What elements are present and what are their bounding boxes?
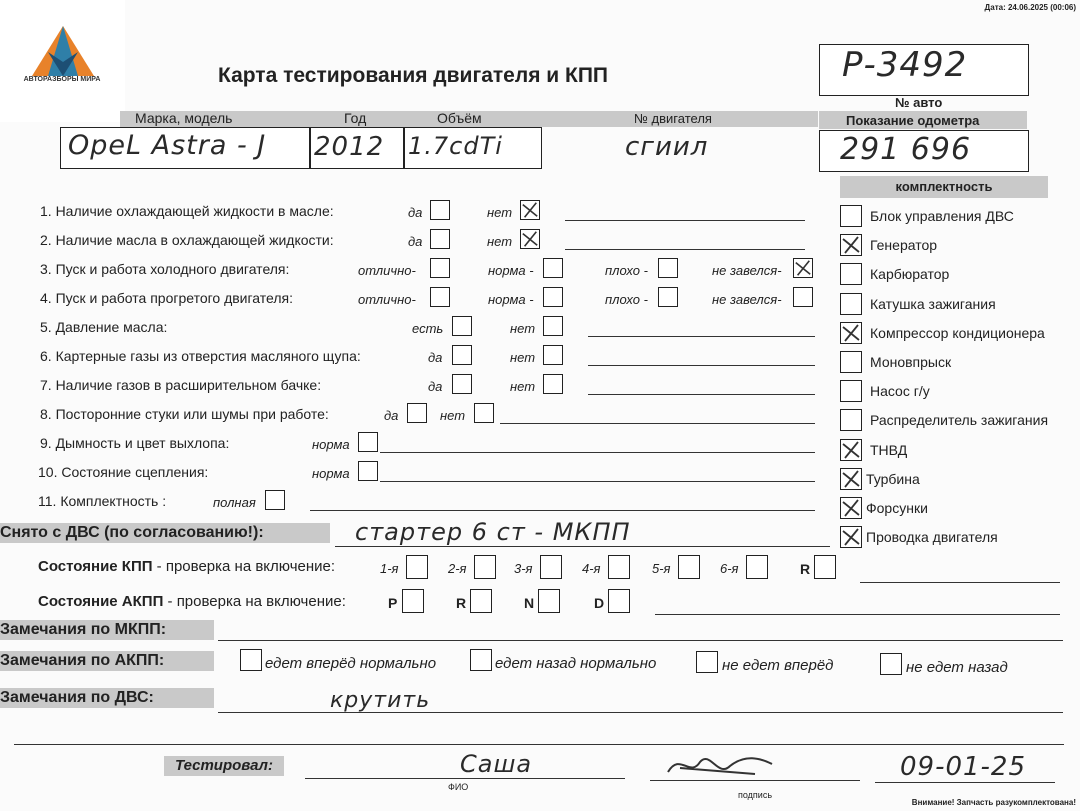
question-4-o4-label: не завелся- xyxy=(712,292,782,307)
question-9-line xyxy=(380,452,815,453)
completeness-item-7: Насос г/у xyxy=(870,383,930,400)
removed-line xyxy=(335,546,830,547)
akpp-no-backward-label: не едет назад xyxy=(906,659,1008,676)
completeness-checkbox-8[interactable] xyxy=(840,409,862,431)
kpp-gear-label-2: 2-я xyxy=(448,561,467,576)
engine-label: № двигателя xyxy=(634,111,712,126)
akpp-no-forward-label: не едет вперёд xyxy=(722,657,834,674)
question-5-o1-checkbox[interactable] xyxy=(452,316,472,336)
question-3-o3-checkbox[interactable] xyxy=(658,258,678,278)
completeness-checkbox-10[interactable] xyxy=(840,468,862,490)
remarks-mkpp-label: Замечания по МКПП: xyxy=(0,620,214,640)
removed-label: Снято с ДВС (по согласованию!): xyxy=(0,523,330,543)
signature-line xyxy=(650,780,860,781)
question-2-line xyxy=(565,249,805,250)
question-2-o1-checkbox[interactable] xyxy=(430,229,450,249)
question-11-o1-label: полная xyxy=(213,495,256,510)
removed-value: стартер 6 ст - МКПП xyxy=(355,518,631,546)
question-7-o1-checkbox[interactable] xyxy=(452,374,472,394)
question-2-o2-checkbox[interactable] xyxy=(520,229,540,249)
question-3-o4-label: не завелся- xyxy=(712,263,782,278)
akpp-gear-label-2: R xyxy=(456,595,467,611)
question-11: 11. Комплектность : xyxy=(38,493,167,509)
fio-caption: ФИО xyxy=(448,782,469,792)
akpp-label: Состояние АКПП - проверка на включение: xyxy=(38,593,346,610)
question-4-o4-checkbox[interactable] xyxy=(793,287,813,307)
akpp-forward-ok-checkbox[interactable] xyxy=(240,649,262,671)
question-4: 4. Пуск и работа прогретого двигателя: xyxy=(40,290,293,306)
question-3-o4-checkbox[interactable] xyxy=(793,258,813,278)
question-5-line xyxy=(588,336,815,337)
completeness-item-12: Проводка двигателя xyxy=(866,529,998,546)
question-8-o2-label: нет xyxy=(440,408,466,423)
kpp-gear-label-5: 5-я xyxy=(652,561,671,576)
make-value: OpeL Astra - J xyxy=(68,130,267,161)
completeness-checkbox-2[interactable] xyxy=(840,234,862,256)
completeness-checkbox-9[interactable] xyxy=(840,439,862,461)
question-6-o2-checkbox[interactable] xyxy=(543,345,563,365)
akpp-no-forward-checkbox[interactable] xyxy=(696,651,718,673)
akpp-gear-checkbox-2[interactable] xyxy=(470,589,492,613)
akpp-backward-ok-label: едет назад нормально xyxy=(495,655,657,672)
volume-value: 1.7cdTi xyxy=(408,132,503,160)
question-7-o1-label: да xyxy=(428,379,443,394)
make-label: Марка, модель xyxy=(135,110,233,126)
question-4-o2-checkbox[interactable] xyxy=(543,287,563,307)
kpp-line xyxy=(860,582,1060,583)
question-8: 8. Посторонние стуки или шумы при работе: xyxy=(40,406,329,422)
question-2: 2. Наличие масла в охлаждающей жидкости: xyxy=(40,232,334,248)
question-10-line xyxy=(380,481,815,482)
akpp-gear-checkbox-3[interactable] xyxy=(538,589,560,613)
question-2-o1-label: да xyxy=(408,234,423,249)
akpp-backward-ok-checkbox[interactable] xyxy=(470,649,492,671)
question-6-o1-checkbox[interactable] xyxy=(452,345,472,365)
engine-value: сгиил xyxy=(625,132,709,162)
auto-number-box xyxy=(819,44,1029,96)
odometer-label: Показание одометра xyxy=(846,113,980,128)
kpp-gear-checkbox-5[interactable] xyxy=(678,555,700,579)
question-4-o1-label: отлично- xyxy=(358,292,416,307)
fio-line xyxy=(305,778,625,779)
tested-name: Саша xyxy=(460,750,533,778)
question-6-line xyxy=(588,365,815,366)
question-8-line xyxy=(500,423,815,424)
logo xyxy=(0,0,125,122)
question-7-o2-checkbox[interactable] xyxy=(543,374,563,394)
akpp-gear-checkbox-4[interactable] xyxy=(608,589,630,613)
question-6-o2-label: нет xyxy=(510,350,536,365)
question-10: 10. Состояние сцепления: xyxy=(38,464,209,480)
question-7-line xyxy=(588,394,815,395)
question-6-o1-label: да xyxy=(428,350,443,365)
logo-text: АВТОРАЗБОРЫ МИРА xyxy=(23,76,101,83)
question-8-o1-label: да xyxy=(384,408,399,423)
date-stamp: Дата: 24.06.2025 (00:06) xyxy=(984,3,1076,12)
question-3-o1-label: отлично- xyxy=(358,263,416,278)
question-4-o1-checkbox[interactable] xyxy=(430,287,450,307)
tested-date: 09-01-25 xyxy=(900,752,1027,782)
kpp-gear-checkbox-1[interactable] xyxy=(406,555,428,579)
auto-number-label: № авто xyxy=(895,95,943,110)
remarks-akpp-label: Замечания по АКПП: xyxy=(0,651,214,671)
question-5-o2-checkbox[interactable] xyxy=(543,316,563,336)
completeness-item-4: Катушка зажигания xyxy=(870,295,996,312)
kpp-gear-label-6: 6-я xyxy=(720,561,739,576)
akpp-line xyxy=(655,614,1060,615)
completeness-checkbox-12[interactable] xyxy=(840,526,862,548)
completeness-item-8: Распределитель зажигания xyxy=(870,412,1049,429)
question-9-o1-checkbox[interactable] xyxy=(358,432,378,452)
question-1-o2-label: нет xyxy=(487,205,513,220)
akpp-gear-label-4: D xyxy=(594,595,605,611)
completeness-checkbox-6[interactable] xyxy=(840,351,862,373)
kpp-gear-label-1: 1-я xyxy=(380,561,399,576)
akpp-gear-label-3: N xyxy=(524,595,535,611)
completeness-checkbox-3[interactable] xyxy=(840,263,862,285)
signature-caption: подпись xyxy=(738,790,773,800)
completeness-item-9: ТНВД xyxy=(870,441,908,458)
question-8-o1-checkbox[interactable] xyxy=(407,403,427,423)
remarks-dvs-value: крутить xyxy=(330,688,431,713)
question-2-o2-label: нет xyxy=(487,234,513,249)
question-1-o1-checkbox[interactable] xyxy=(430,200,450,220)
completeness-item-1: Блок управления ДВС xyxy=(870,208,1014,224)
remarks-mkpp-line xyxy=(218,640,1063,641)
question-4-o3-label: плохо - xyxy=(605,292,648,307)
akpp-gear-checkbox-1[interactable] xyxy=(402,589,424,613)
question-3-o2-label: норма - xyxy=(488,263,534,278)
completeness-item-5: Компрессор кондиционера xyxy=(870,324,1045,341)
question-6: 6. Картерные газы из отверстия масляного щупа: xyxy=(40,348,361,364)
remarks-dvs-line-1 xyxy=(218,712,1063,713)
question-1-o1-label: да xyxy=(408,205,423,220)
completeness-checkbox-5[interactable] xyxy=(840,322,862,344)
year-value: 2012 xyxy=(314,132,385,162)
question-9: 9. Дымность и цвет выхлопа: xyxy=(40,435,230,451)
kpp-gear-label-3: 3-я xyxy=(514,561,533,576)
completeness-item-3: Карбюратор xyxy=(870,266,950,283)
logo-icon xyxy=(28,22,98,82)
question-1-line xyxy=(565,220,805,221)
question-11-o1-checkbox[interactable] xyxy=(265,490,285,510)
question-11-line xyxy=(310,510,815,511)
footer-note: Внимание! Запчасть разукомплектована! xyxy=(911,798,1076,807)
kpp-gear-checkbox-4[interactable] xyxy=(608,555,630,579)
completeness-item-6: Моновпрыск xyxy=(870,354,952,370)
question-3: 3. Пуск и работа холодного двигателя: xyxy=(40,261,290,277)
date-line xyxy=(875,782,1055,783)
kpp-gear-checkbox-7[interactable] xyxy=(814,555,836,579)
auto-number-value: Р-3492 xyxy=(842,45,968,85)
kpp-gear-checkbox-6[interactable] xyxy=(746,555,768,579)
page-title: Карта тестирования двигателя и КПП xyxy=(218,64,609,87)
kpp-gear-label-7: R xyxy=(800,561,811,577)
question-4-o2-label: норма - xyxy=(488,292,534,307)
signature xyxy=(660,748,780,784)
odometer-value: 291 696 xyxy=(840,132,972,167)
question-1-o2-checkbox[interactable] xyxy=(520,200,540,220)
completeness-item-11: Форсунки xyxy=(866,500,928,516)
question-5-o2-label: нет xyxy=(510,321,536,336)
question-3-o1-checkbox[interactable] xyxy=(430,258,450,278)
kpp-gear-checkbox-3[interactable] xyxy=(540,555,562,579)
question-7-o2-label: нет xyxy=(510,379,536,394)
completeness-checkbox-4[interactable] xyxy=(840,293,862,315)
kpp-label: Состояние КПП - проверка на включение: xyxy=(38,558,336,575)
question-10-o1-label: норма xyxy=(312,466,350,481)
year-label: Год xyxy=(344,110,367,126)
volume-label: Объём xyxy=(437,110,482,126)
akpp-gear-label-1: P xyxy=(388,595,398,611)
completeness-checkbox-7[interactable] xyxy=(840,380,862,402)
question-3-o3-label: плохо - xyxy=(605,263,648,278)
remarks-dvs-label: Замечания по ДВС: xyxy=(0,688,214,708)
tested-label: Тестировал: xyxy=(164,756,284,776)
completeness-checkbox-11[interactable] xyxy=(840,497,862,519)
kpp-gear-label-4: 4-я xyxy=(582,561,601,576)
question-5: 5. Давление масла: xyxy=(40,319,168,335)
question-9-o1-label: норма xyxy=(312,437,350,452)
remarks-dvs-line-2 xyxy=(14,744,1064,745)
question-10-o1-checkbox[interactable] xyxy=(358,461,378,481)
question-4-o3-checkbox[interactable] xyxy=(658,287,678,307)
completeness-checkbox-1[interactable] xyxy=(840,205,862,227)
kpp-gear-checkbox-2[interactable] xyxy=(474,555,496,579)
completeness-item-10: Турбина xyxy=(866,470,920,487)
akpp-forward-ok-label: едет вперёд нормально xyxy=(265,655,437,672)
completeness-item-2: Генератор xyxy=(870,237,938,254)
akpp-no-backward-checkbox[interactable] xyxy=(880,653,902,675)
question-1: 1. Наличие охлаждающей жидкости в масле: xyxy=(40,203,334,219)
completeness-title: комплектность xyxy=(840,176,1048,198)
question-5-o1-label: есть xyxy=(412,321,444,336)
question-7: 7. Наличие газов в расширительном бачке: xyxy=(40,377,322,393)
question-3-o2-checkbox[interactable] xyxy=(543,258,563,278)
question-8-o2-checkbox[interactable] xyxy=(474,403,494,423)
